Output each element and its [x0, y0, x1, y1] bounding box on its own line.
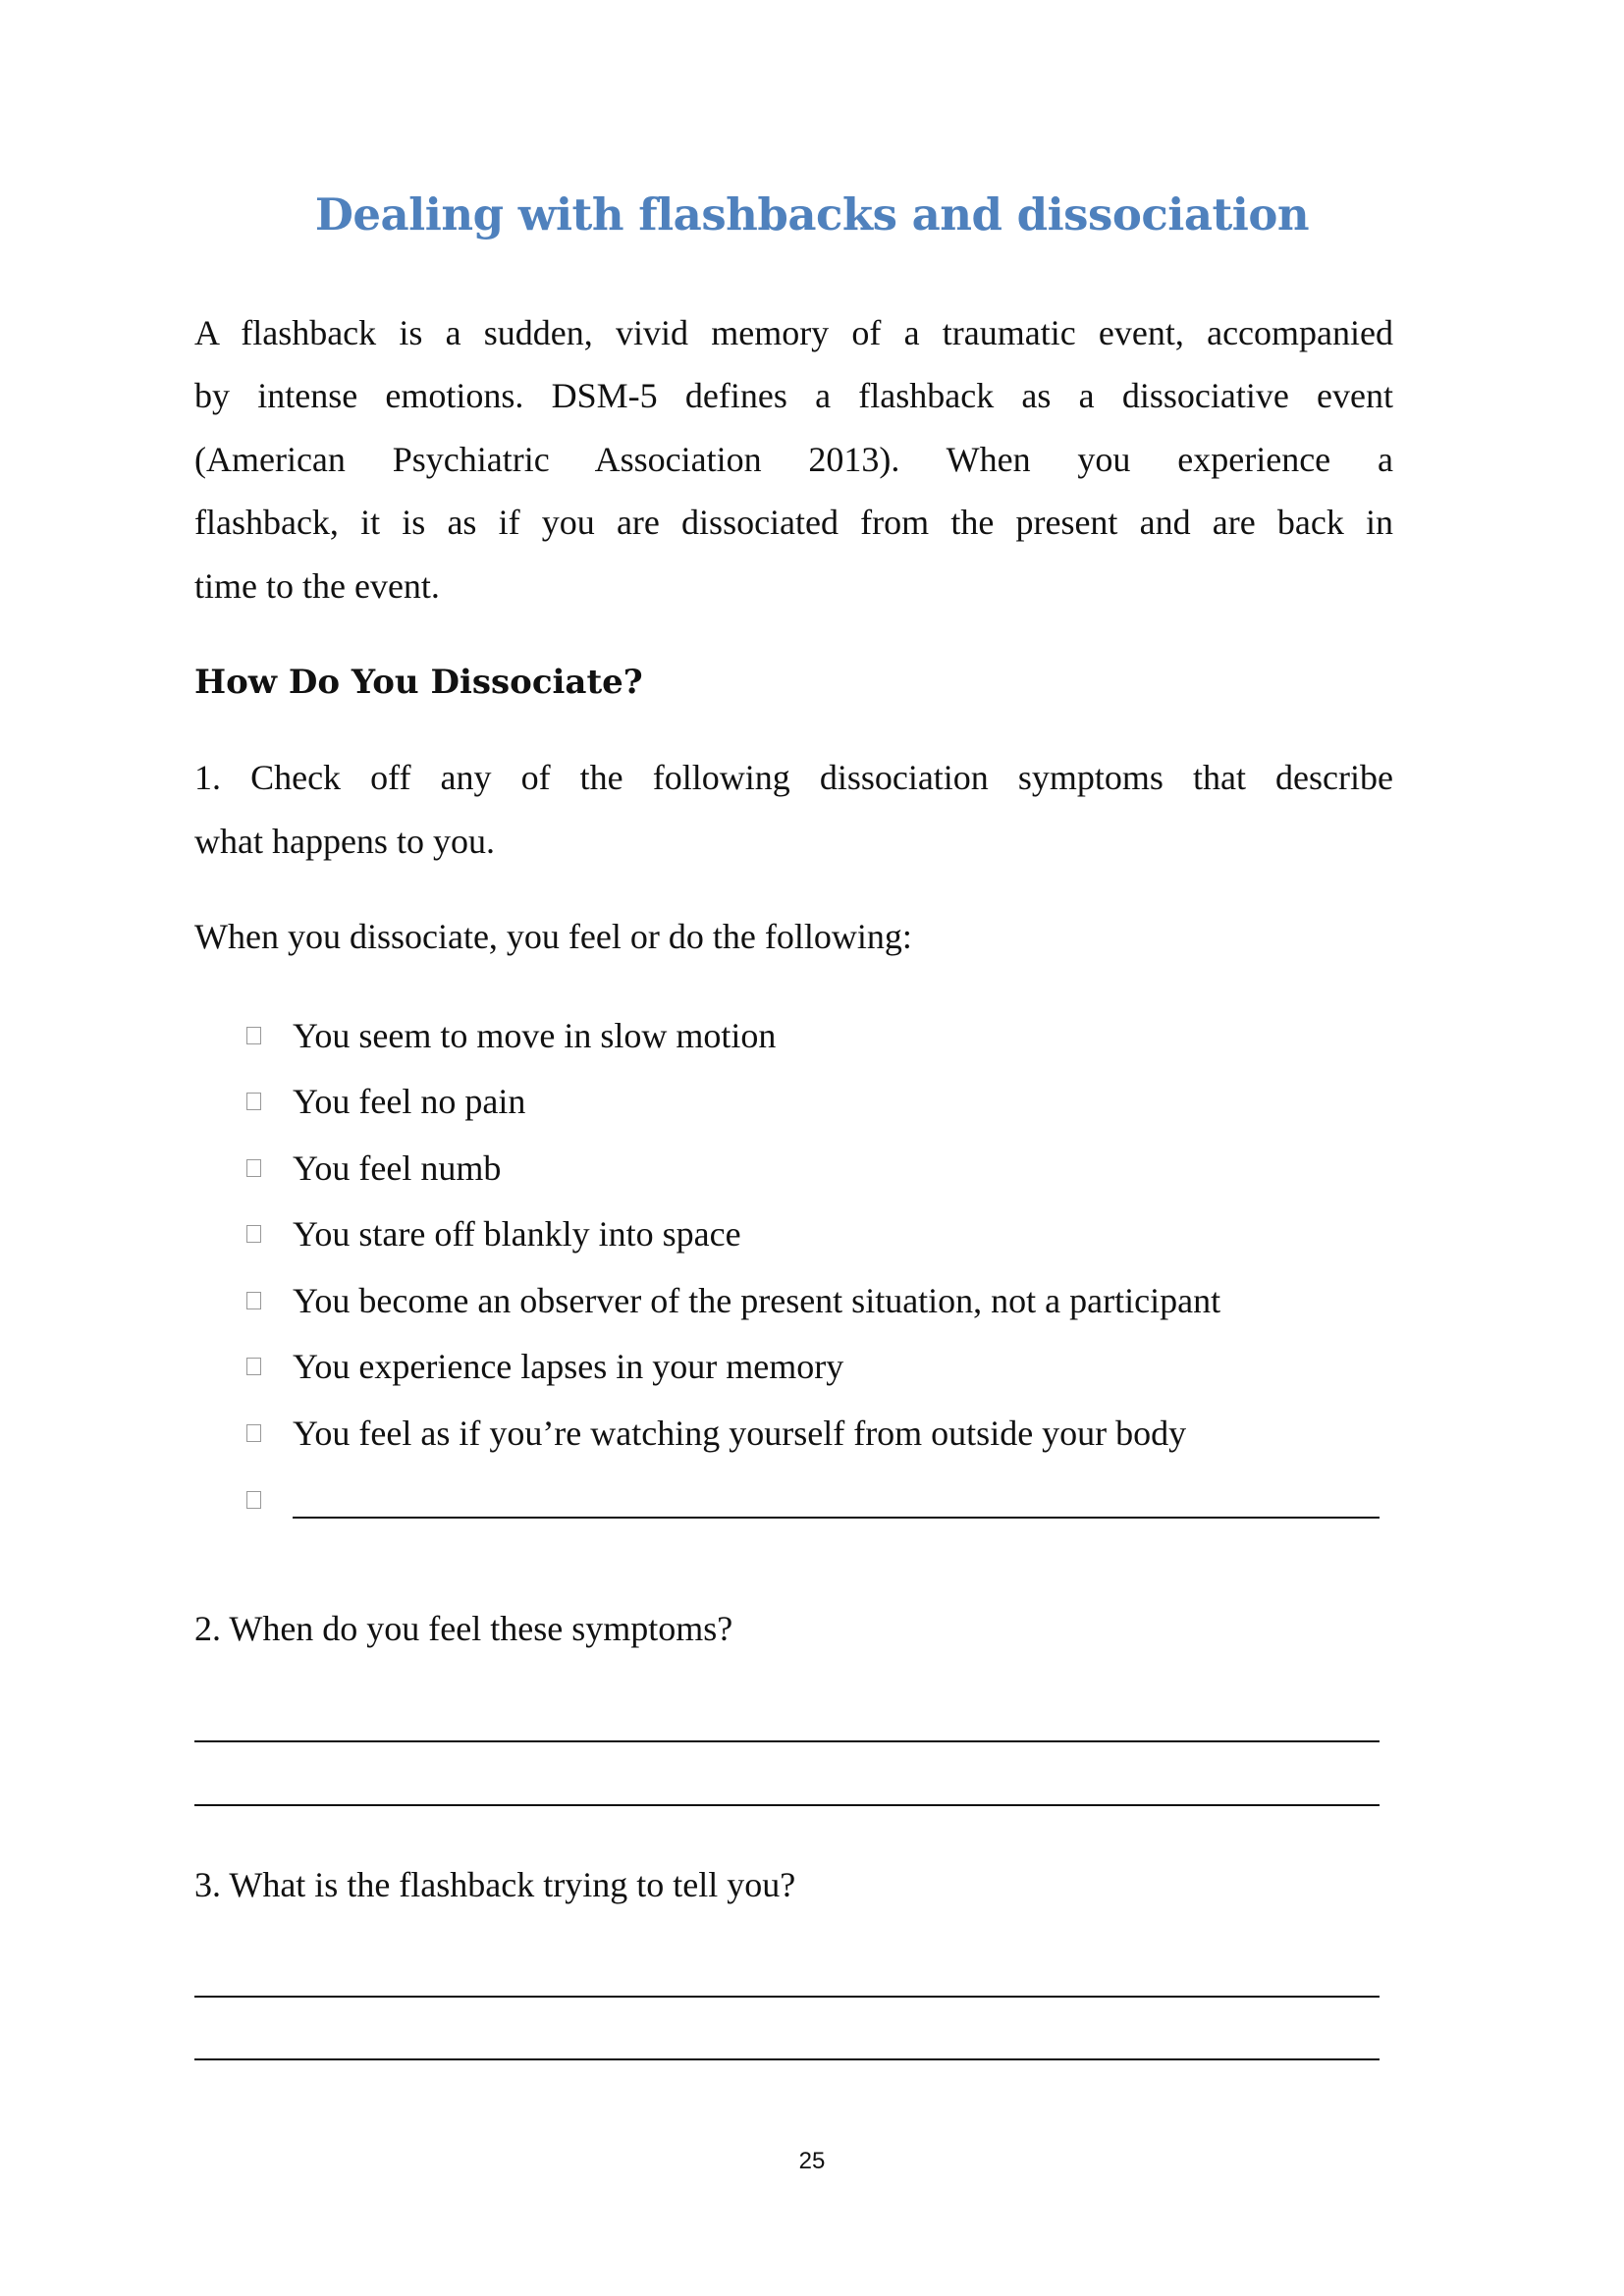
checkbox[interactable]: [246, 1027, 261, 1044]
intro-line: flashback, it is as if you are dissociated from the present and are back in: [194, 503, 1393, 542]
checklist-item: You feel as if you’re watching yourself from outside your body: [293, 1414, 1187, 1453]
answer-line[interactable]: [194, 2058, 1380, 2060]
answer-line[interactable]: [194, 1804, 1380, 1806]
question-1-line: what happens to you.: [194, 822, 495, 861]
page-number: 25: [798, 2148, 826, 2174]
checkbox[interactable]: [246, 1292, 261, 1309]
checkbox[interactable]: [246, 1491, 261, 1509]
other-symptom-blank-line[interactable]: [293, 1517, 1380, 1519]
checklist-item: You feel no pain: [293, 1082, 526, 1121]
question-2: 2. When do you feel these symptoms?: [194, 1609, 733, 1648]
checklist-item: You seem to move in slow motion: [293, 1016, 777, 1055]
checklist-item: You feel numb: [293, 1148, 502, 1188]
intro-line: by intense emotions. DSM-5 defines a flashback as a dissociative event: [194, 376, 1393, 415]
section-heading: How Do You Dissociate?: [194, 663, 643, 702]
question-3: 3. What is the flashback trying to tell you?: [194, 1865, 796, 1904]
lead-in-text: When you dissociate, you feel or do the following:: [194, 917, 912, 956]
page-title: Dealing with flashbacks and dissociation: [314, 188, 1310, 240]
checklist-item: You experience lapses in your memory: [293, 1347, 844, 1386]
checkbox[interactable]: [246, 1093, 261, 1110]
answer-line[interactable]: [194, 1996, 1380, 1998]
question-1-line: 1. Check off any of the following dissociation symptoms that describe: [194, 758, 1393, 797]
checklist-item: You stare off blankly into space: [293, 1214, 741, 1254]
intro-line: A flashback is a sudden, vivid memory of a traumatic event, accompanied: [194, 313, 1393, 352]
checklist-item: You become an observer of the present situation, not a participant: [293, 1281, 1221, 1320]
intro-line: (American Psychiatric Association 2013). When you experience a: [194, 440, 1393, 479]
checkbox[interactable]: [246, 1424, 261, 1442]
checkbox[interactable]: [246, 1159, 261, 1177]
checkbox[interactable]: [246, 1358, 261, 1375]
checkbox[interactable]: [246, 1225, 261, 1243]
answer-line[interactable]: [194, 1740, 1380, 1742]
intro-line: time to the event.: [194, 566, 440, 606]
